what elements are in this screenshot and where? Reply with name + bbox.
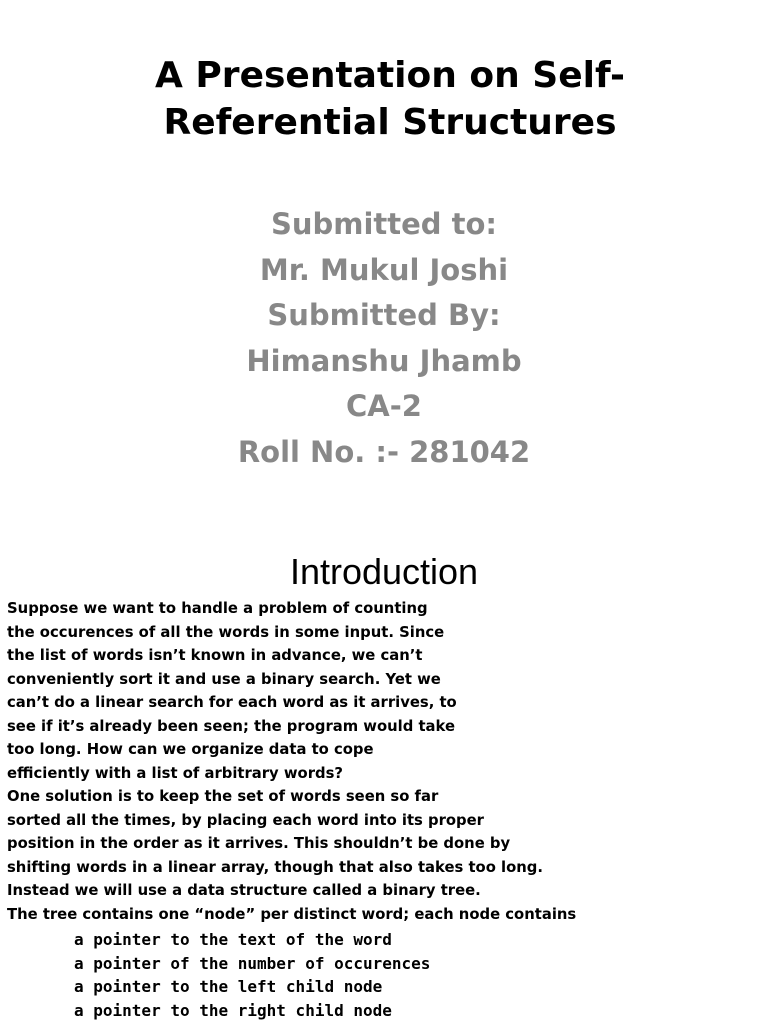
- body-line: Suppose we want to handle a problem of counting: [7, 600, 428, 617]
- body-line: position in the order as it arrives. This shouldn’t be done by: [7, 835, 511, 852]
- credits-block: [84, 202, 684, 475]
- class-section: CA-2: [346, 389, 422, 423]
- body-line: Instead we will use a data structure called a binary tree.: [7, 882, 481, 899]
- body-line: can’t do a linear search for each word as it arrives, to: [7, 694, 457, 711]
- body-line: too long. How can we organize data to cope: [7, 741, 374, 758]
- submitted-to-label: Submitted to:: [270, 207, 498, 241]
- body-line: see if it’s already been seen; the program would take: [7, 717, 456, 735]
- introduction-body: [7, 597, 763, 926]
- body-line: The tree contains one “node” per distinct word; each node contains: [7, 905, 577, 923]
- node-item: a pointer to the text of the word: [74, 930, 392, 949]
- body-line: conveniently sort it and use a binary search. Yet we: [7, 670, 441, 688]
- node-item: a pointer of the number of occurences: [74, 953, 431, 973]
- body-line: sorted all the times, by placing each word into its proper: [7, 811, 484, 829]
- body-line: the occurences of all the words in some input. Since: [7, 623, 445, 641]
- body-line: the list of words isn’t known in advance, we can’t: [7, 647, 423, 664]
- introduction-heading: Introduction: [289, 551, 479, 592]
- submitted-by-label: Submitted By:: [267, 298, 501, 332]
- node-item: a pointer to the left child node: [74, 977, 383, 997]
- roll-number: Roll No. :- 281042: [237, 434, 531, 469]
- introduction-slide: [0, 520, 768, 1024]
- body-line: shifting words in a linear array, though that also takes too long.: [7, 858, 543, 876]
- node-item: a pointer to the right child node: [74, 1001, 392, 1021]
- title-line-2: Referential Structures: [163, 102, 617, 143]
- title-line-1: A Presentation on Self-: [155, 55, 625, 96]
- submitted-to-name: Mr. Mukul Joshi: [259, 252, 509, 287]
- body-line: efficiently with a list of arbitrary words?: [7, 764, 343, 782]
- node-contents-list: [74, 928, 754, 1023]
- submitted-by-name: Himanshu Jhamb: [246, 343, 522, 378]
- presentation-title: [40, 52, 740, 146]
- body-line: One solution is to keep the set of words seen so far: [7, 788, 439, 805]
